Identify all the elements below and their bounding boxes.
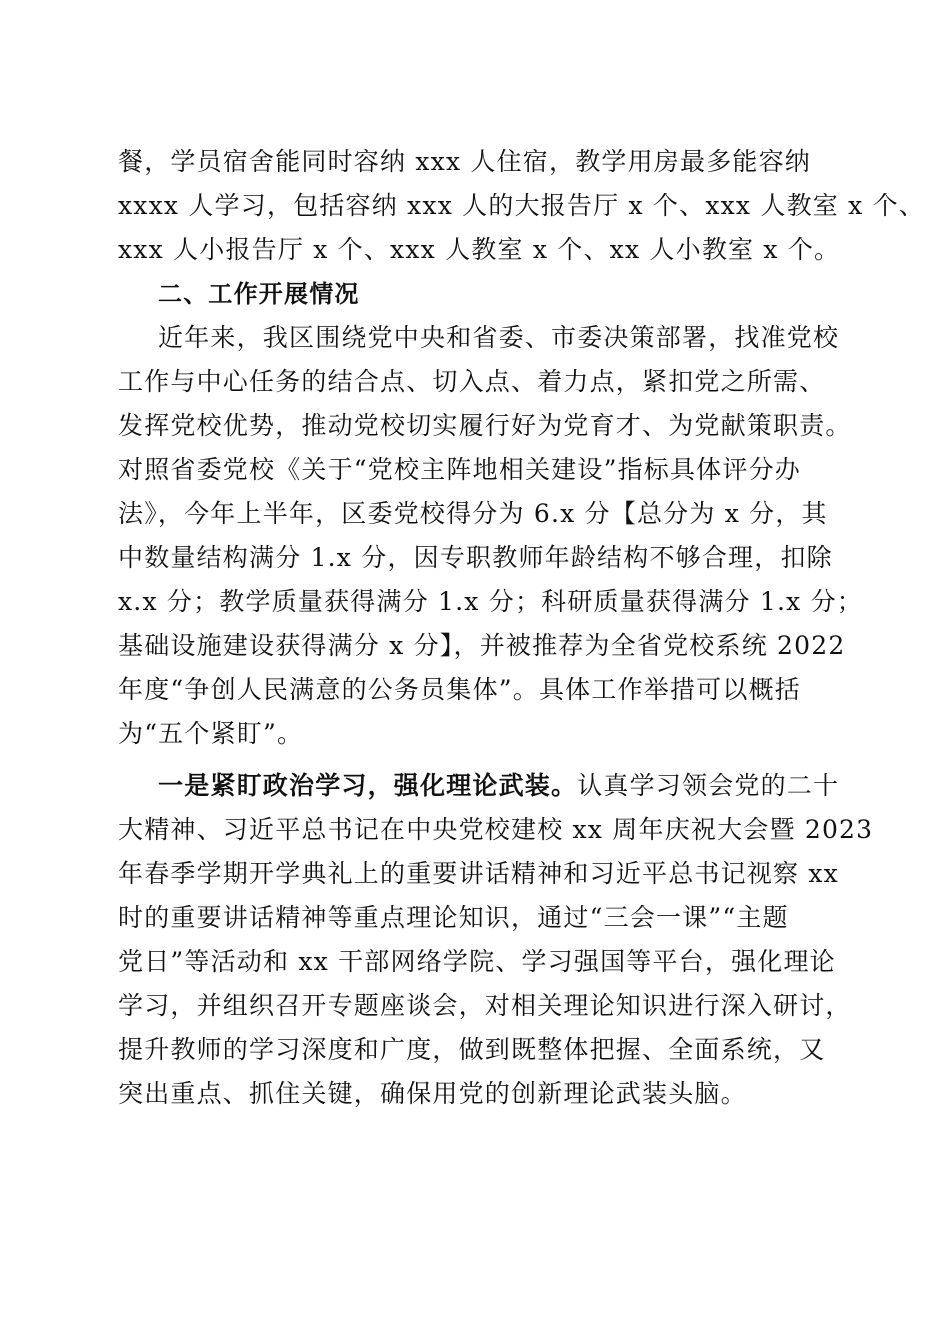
text-line: 法》，今年上半年，区委党校得分为 6.x 分【总分为 x 分，其 xyxy=(118,499,828,528)
text-line: 突出重点、抓住关键，确保用党的创新理论武装头脑。 xyxy=(118,1079,747,1108)
text-line xyxy=(118,764,838,808)
text-line: xxxx 人学习，包括容纳 xxx 人的大报告厅 x 个、xxx 人教室 x 个、 xyxy=(118,191,925,220)
text-line: 大精神、习近平总书记在中央党校建校 xx 周年庆祝大会暨 2023 xyxy=(118,815,874,844)
overview-paragraph xyxy=(118,316,863,756)
text-line: 中数量结构满分 1.x 分，因专职教师年龄结构不够合理，扣除 xyxy=(118,543,833,572)
paragraph-spacer xyxy=(118,756,838,764)
document-body xyxy=(118,140,925,1116)
measure-one-paragraph xyxy=(118,764,874,1116)
text-line: 党日”等活动和 xx 干部网络学院、学习强国等平台，强化理论 xyxy=(118,947,836,976)
text-line: 工作与中心任务的结合点、切入点、着力点，紧扣党之所需、 xyxy=(118,367,826,396)
text-line: 基础设施建设获得满分 x 分】，并被推荐为全省党校系统 2022 xyxy=(118,631,846,660)
text-line: 学习，并组织召开专题座谈会，对相关理论知识进行深入研讨， xyxy=(118,991,852,1020)
text-line: 年度“争创人民满意的公务员集体”。具体工作举措可以概括 xyxy=(118,675,801,704)
measure-one-text: 认真学习领会党的二十 xyxy=(577,771,840,800)
text-line: 近年来，我区围绕党中央和省委、市委决策部署，找准党校 xyxy=(158,323,840,352)
text-line: xxx 人小报告厅 x 个、xxx 人教室 x 个、xx 人小教室 x 个。 xyxy=(118,235,841,264)
text-line: 年春季学期开学典礼上的重要讲话精神和习近平总书记视察 xx xyxy=(118,859,839,888)
text-line: 提升教师的学习深度和广度，做到既整体把握、全面系统，又 xyxy=(118,1035,826,1064)
measure-one-lead: 一是紧盯政治学习，强化理论武装。 xyxy=(158,771,578,800)
text-line: 为“五个紧盯”。 xyxy=(118,719,304,748)
continuation-paragraph xyxy=(118,140,925,272)
text-line: 时的重要讲话精神等重点理论知识，通过“三会一课”“主题 xyxy=(118,903,789,932)
text-line: x.x 分；教学质量获得满分 1.x 分；科研质量获得满分 1.x 分； xyxy=(118,587,863,616)
text-line: 餐，学员宿舍能同时容纳 xxx 人住宿，教学用房最多能容纳 xyxy=(118,147,811,176)
section-heading: 二、工作开展情况 xyxy=(158,280,360,308)
text-line: 对照省委党校《关于“党校主阵地相关建设”指标具体评分办 xyxy=(118,455,801,484)
text-line: 发挥党校优势，推动党校切实履行好为党育才、为党献策职责。 xyxy=(118,411,852,440)
